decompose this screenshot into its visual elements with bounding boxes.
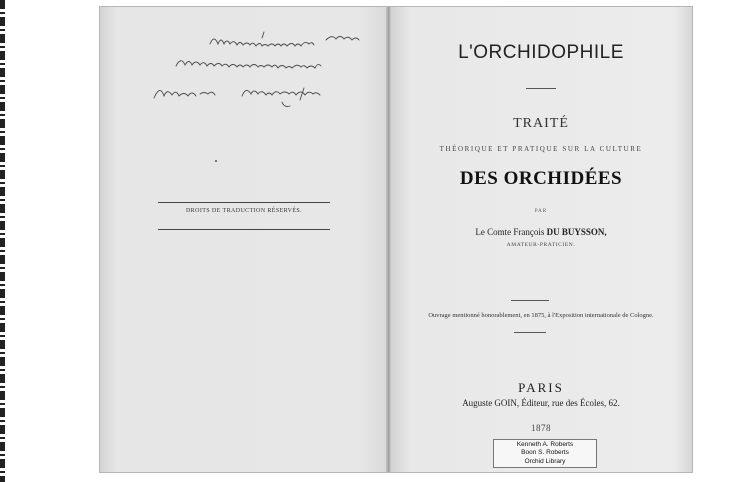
stamp-line-1: Kenneth A. Roberts (516, 441, 574, 448)
author-role: AMATEUR-PRATICIEN. (506, 242, 576, 248)
author-line (390, 227, 692, 237)
author-prefix: Le Comte François (475, 227, 547, 237)
traite-heading: TRAITÉ (513, 116, 569, 131)
main-title: DES ORCHIDÉES (459, 168, 623, 189)
publisher-line: Auguste GOIN, Éditeur, rue des Écoles, 62. (462, 398, 620, 408)
author-name: DU BUYSSON, (546, 227, 607, 237)
scan-edge-marks (0, 0, 5, 482)
library-stamp (493, 439, 597, 468)
publication-city: PARIS (518, 380, 564, 395)
title-rule (526, 88, 556, 89)
rights-notice: DROITS DE TRADUCTION RÉSERVÉS. (185, 208, 303, 214)
award-rule-top (511, 300, 549, 301)
page-speck (215, 160, 217, 162)
book-title: L'ORCHIDOPHILE (458, 42, 624, 63)
award-note: Ouvrage mentionné honorablement, en 1875, à l'Exposition internationale de Cologne. (428, 312, 654, 319)
stamp-line-3: Orchid Library (524, 457, 566, 465)
subtitle: THÉORIQUE ET PRATIQUE SUR LA CULTURE (439, 145, 643, 153)
stamp-line-2: Boon S. Roberts (521, 449, 569, 457)
par-label: PAR (534, 209, 548, 214)
award-rule-bottom (514, 332, 546, 333)
publication-year: 1878 (531, 423, 551, 433)
rights-rule-top (158, 202, 330, 203)
rights-rule-bottom (158, 229, 330, 230)
handwritten-inscription (150, 30, 390, 120)
